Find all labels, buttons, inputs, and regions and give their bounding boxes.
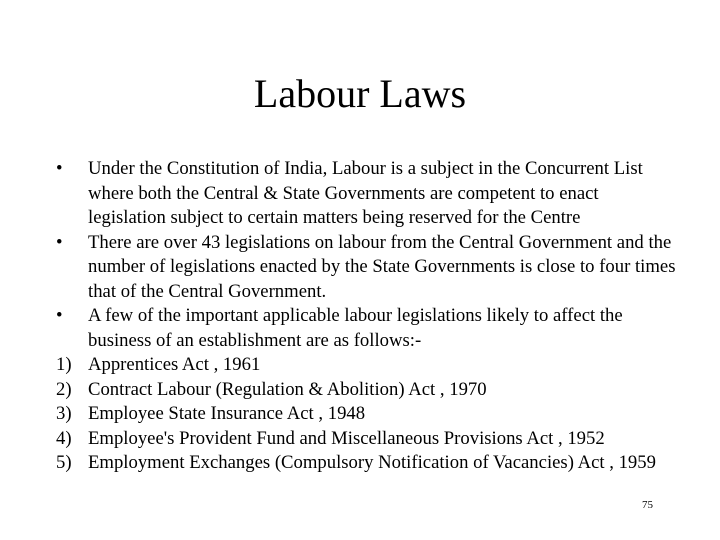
bullet-marker: • <box>56 158 63 179</box>
numbered-item <box>56 451 676 476</box>
bullet-text: A few of the important applicable labour legislations likely to affect the business of an establishment are as follows:- <box>88 305 623 351</box>
bullet-text: Under the Constitution of India, Labour is a subject in the Concurrent List where both the Central & State Governments are competent to enact legislation subject to certain matters being reserved for the Centre <box>88 158 643 228</box>
numbered-text: Contract Labour (Regulation & Abolition) Act , 1970 <box>88 378 487 400</box>
bullet-item <box>56 231 676 305</box>
numbered-item <box>56 427 676 452</box>
bullet-text: There are over 43 legislations on labour from the Central Government and the number of legislations enacted by the State Governments is close to four times that of the Central Government. <box>88 231 676 302</box>
numbered-item <box>56 378 676 403</box>
number-marker: 4) <box>56 427 72 449</box>
number-marker: 1) <box>56 354 72 375</box>
numbered-text: Employee's Provident Fund and Miscellaneous Provisions Act , 1952 <box>88 427 605 449</box>
bullet-item <box>56 157 676 231</box>
page-number: 75 <box>642 499 653 511</box>
bullet-marker: • <box>56 305 63 326</box>
number-marker: 2) <box>56 378 72 400</box>
number-marker: 5) <box>56 452 72 473</box>
numbered-item <box>56 402 676 427</box>
slide-content <box>56 157 676 476</box>
number-marker: 3) <box>56 403 72 424</box>
bullet-marker: • <box>56 231 63 253</box>
bullet-item <box>56 304 676 353</box>
numbered-item <box>56 353 676 378</box>
numbered-text: Employment Exchanges (Compulsory Notification of Vacancies) Act , 1959 <box>88 452 656 473</box>
numbered-text: Apprentices Act , 1961 <box>88 354 261 375</box>
slide-title: Labour Laws <box>253 71 467 116</box>
numbered-text: Employee State Insurance Act , 1948 <box>88 403 366 424</box>
